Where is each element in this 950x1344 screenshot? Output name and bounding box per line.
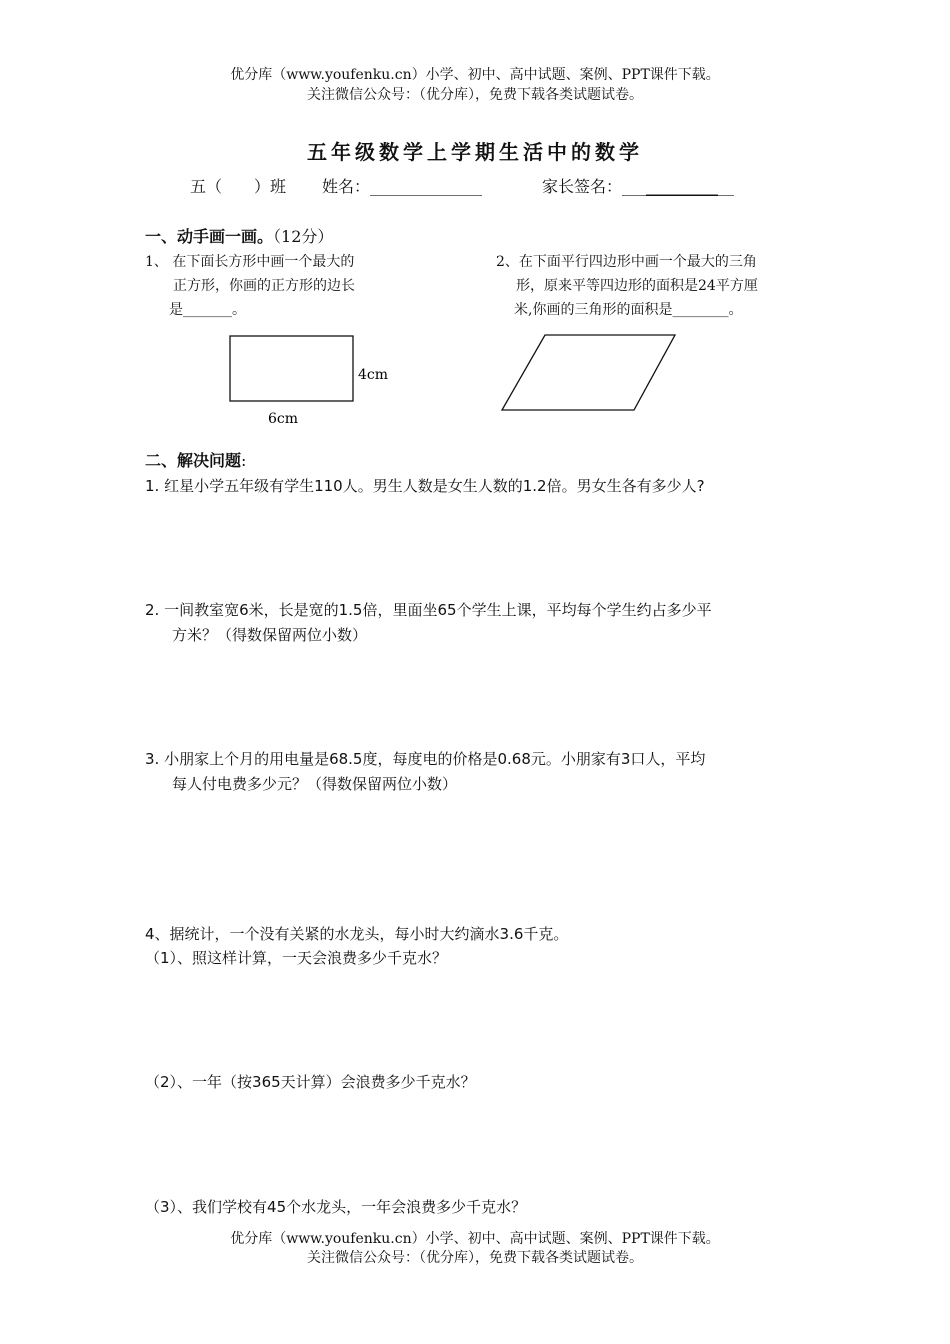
section2-heading-text: 二、解决问题: [145, 451, 242, 470]
section1-heading: [145, 226, 333, 248]
problem-4-intro: 4、据统计，一个没有关紧的水龙头，每小时大约滴水3.6千克。: [145, 925, 569, 943]
parent-signature-tail: __: [718, 177, 735, 196]
parallelogram-shape: [502, 335, 675, 410]
section2-heading: [145, 450, 246, 472]
rectangle-shape: [230, 336, 353, 401]
footer-line-1: 优分库（www.youfenku.cn）小学、初中、高中试题、案例、PPT课件下载。: [230, 1231, 720, 1247]
q1-line-3: 是_______。: [169, 302, 246, 318]
problem-3-line-1: 3. 小朋家上个月的用电量是68.5度，每度电的价格是0.68元。小朋家有3口人，平均: [145, 750, 706, 768]
rectangle-width-label: 6cm: [268, 411, 299, 427]
q2-text: [496, 250, 758, 322]
section1-score: （12分）: [273, 227, 334, 246]
page-title: 五年级数学上学期生活中的数学: [307, 140, 643, 164]
parent-signature-prefix: 家长签名：___: [542, 177, 647, 196]
parent-signature-label: [542, 176, 734, 198]
header-line-2: 关注微信公众号：（优分库），免费下载各类试题试卷。: [307, 87, 643, 103]
q2-line-2: 形，原来平等四边形的面积是24平方厘: [516, 278, 758, 294]
problem-4-sub-2: （2）、一年（按365天计算）会浪费多少千克水？: [145, 1073, 476, 1091]
problem-4-sub-3: （3）、我们学校有45个水龙头，一年会浪费多少千克水？: [145, 1198, 527, 1216]
problem-1: [145, 474, 705, 499]
problem-1-line-1: 1. 红星小学五年级有学生110人。男生人数是女生人数的1.2倍。男女生各有多少人?: [145, 477, 705, 495]
q2-line-3: 米,你画的三角形的面积是________。: [514, 302, 743, 318]
parallelogram-figure: [495, 325, 685, 420]
section2-heading-colon: :: [241, 451, 247, 470]
footer-line-2: 关注微信公众号：（优分库），免费下载各类试题试卷。: [307, 1250, 643, 1266]
problem-2-line-2: 方米？（得数保留两位小数）: [172, 626, 368, 644]
class-label: 五（ ）班: [190, 177, 287, 196]
q2-line-1: 2、在下面平行四边形中画一个最大的三角: [496, 254, 757, 270]
q1-line-1: 1、 在下面长方形中画一个最大的: [145, 254, 355, 270]
problem-2-line-1: 2. 一间教室宽6米，长是宽的1.5倍，里面坐65个学生上课，平均每个学生约占多少平: [145, 601, 712, 619]
rectangle-height-label: 4cm: [358, 367, 389, 383]
parent-signature-line: _________: [646, 177, 719, 196]
name-field-label: 姓名：______________: [322, 177, 483, 196]
rectangle-figure: [200, 325, 420, 435]
problem-2: [145, 598, 712, 648]
problem-4-sub-1: （1）、照这样计算，一天会浪费多少千克水？: [145, 949, 448, 967]
q1-line-2: 正方形，你画的正方形的边长: [173, 278, 355, 294]
header-line-1: 优分库（www.youfenku.cn）小学、初中、高中试题、案例、PPT课件下载。: [230, 67, 720, 83]
section1-heading-text: 一、动手画一画。: [145, 227, 274, 246]
q1-text: [145, 250, 355, 322]
problem-3: [145, 747, 705, 797]
problem-3-line-2: 每人付电费多少元？（得数保留两位小数）: [172, 775, 458, 793]
